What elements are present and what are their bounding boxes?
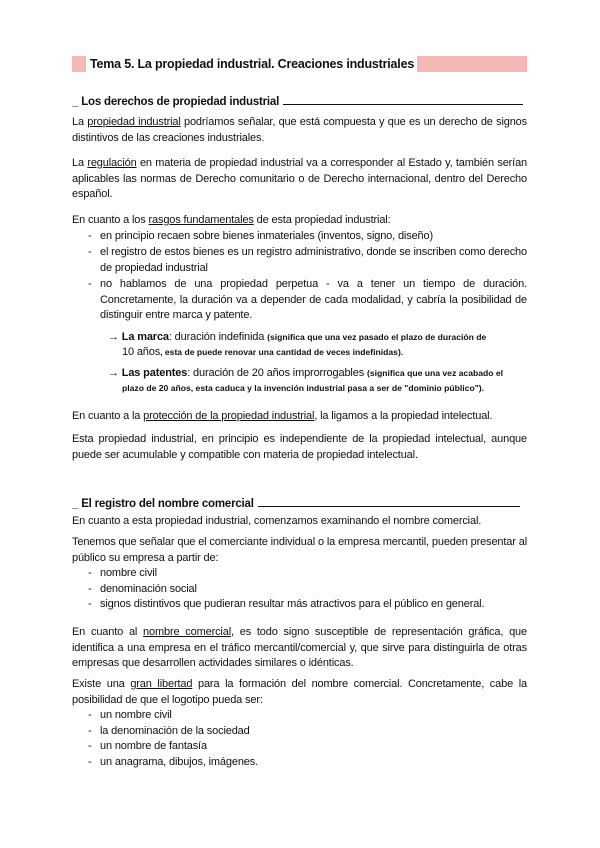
text: podríamos señalar, que está compuesta y que es un derecho de signos distintivos de las creaciones industriales. [72,116,527,144]
underlined-term: gran libertad [130,678,193,690]
paragraph-propiedad-industrial [72,115,527,146]
text: En cuanto a la [72,410,144,422]
paragraph-proteccion [72,409,527,425]
list-item: - la denominación de la sociedad [72,724,527,740]
text: La [72,157,88,169]
text: 10 años [122,346,161,358]
text: En cuanto al [72,626,144,638]
heading-rule [283,94,523,105]
list-item: - signos distintivos que pudieran resultar más atractivos para el público en general. [72,597,527,613]
text: para la formación del nombre comercial. Concretamente, cabe la posibilidad de que el logotipo pueda ser: [72,678,527,706]
paragraph-nombre-comercial-intro: En cuanto a esta propiedad industrial, comenzamos examinando el nombre comercial. [72,515,482,527]
list-item: - en principio recaen sobre bienes inmateriales (inventos, signo, diseño) [72,229,527,245]
text: de esta propiedad industrial: [253,214,391,226]
paragraph-gran-libertad [72,677,527,770]
list-item: - un anagrama, dibujos, imágenes. [72,755,527,771]
underlined-term: nombre comercial [143,626,231,638]
paragraph-presentar [72,535,527,613]
title-highlight-left [72,56,86,72]
text: : duración indefinida [168,330,268,343]
patentes-item [72,366,527,397]
list-item: - un nombre de fantasía [72,739,527,755]
text: Existe una [72,678,131,690]
paragraph-rasgos [72,213,527,397]
paragraph-nombre-comercial-def [72,625,527,672]
arrow-icon: → [108,366,119,379]
underlined-term: protección de la propiedad industrial [143,410,315,422]
term-patentes: Las patentes [121,366,188,379]
logotipo-list [72,708,527,770]
list-item: - denominación social [72,582,527,598]
paragraph-regulacion [72,156,527,203]
title-highlight-right [417,56,527,72]
document-title-bar [72,56,527,72]
text: La [72,116,88,128]
text: En cuanto a los [72,214,149,226]
list-item: - nombre civil [72,566,527,582]
document-title: Tema 5. La propiedad industrial. Creaciones industriales [90,57,415,71]
note: plazo de 20 años, esta caduca y la invención industrial pasa a ser de "dominio público"). [122,383,485,393]
heading-rule [258,496,520,507]
section-heading-registro [72,496,527,511]
term-marca: La marca [121,330,169,343]
section-heading-text: _ Los derechos de propiedad industrial [72,96,280,108]
note: (significa que una vez acabado el [366,367,504,378]
text: , es todo signo susceptible de representación gráfica, que identifica a una empresa en el tráfico mercantil/comercial y, que sirve para distinguirla de otras empresas que desarrollen actividades similares o idénticas. [72,626,527,669]
section-heading-text: _ El registro del nombre comercial [72,498,254,510]
arrow-icon: → [108,330,119,343]
underlined-term: regulación [87,157,137,169]
presentacion-list [72,566,527,613]
list-item: - no hablamos de una propiedad perpetua - va a tener un tiempo de duración. Concretamente, la duración va a depender de cada modalidad, y cabría la posibilidad de distinguir entre marca y patente. [72,277,527,324]
text: Tenemos que señalar que el comerciante individual o la empresa mercantil, pueden presentar al público su empresa a partir de: [72,536,527,564]
note: , esta de puede renovar una cantidad de veces indefinidas). [160,347,404,357]
note: (significa que una vez pasado el plazo de duración de [267,331,487,342]
section-heading-derechos [72,94,527,109]
text: en materia de propiedad industrial va a corresponder al Estado y, también serían aplicables las normas de Derecho comunitario o de Derecho internacional, dentro del Derecho español. [72,157,528,200]
marca-item [72,330,527,361]
rasgos-list [72,229,527,324]
underlined-term: rasgos fundamentales [148,214,254,226]
list-item: - el registro de estos bienes es un registro administrativo, donde se inscriben como derecho de propiedad industrial [72,245,527,276]
paragraph-independiente: Esta propiedad industrial, en principio es independiente de la propiedad intelectual, aunque puede ser acumulable y compatible con materia de propiedad intelectual. [72,433,527,461]
text: , la ligamos a la propiedad intelectual. [314,410,493,422]
underlined-term: propiedad industrial [87,116,181,128]
list-item: - un nombre civil [72,708,527,724]
text: : duración de 20 años improrrogables [187,366,367,379]
